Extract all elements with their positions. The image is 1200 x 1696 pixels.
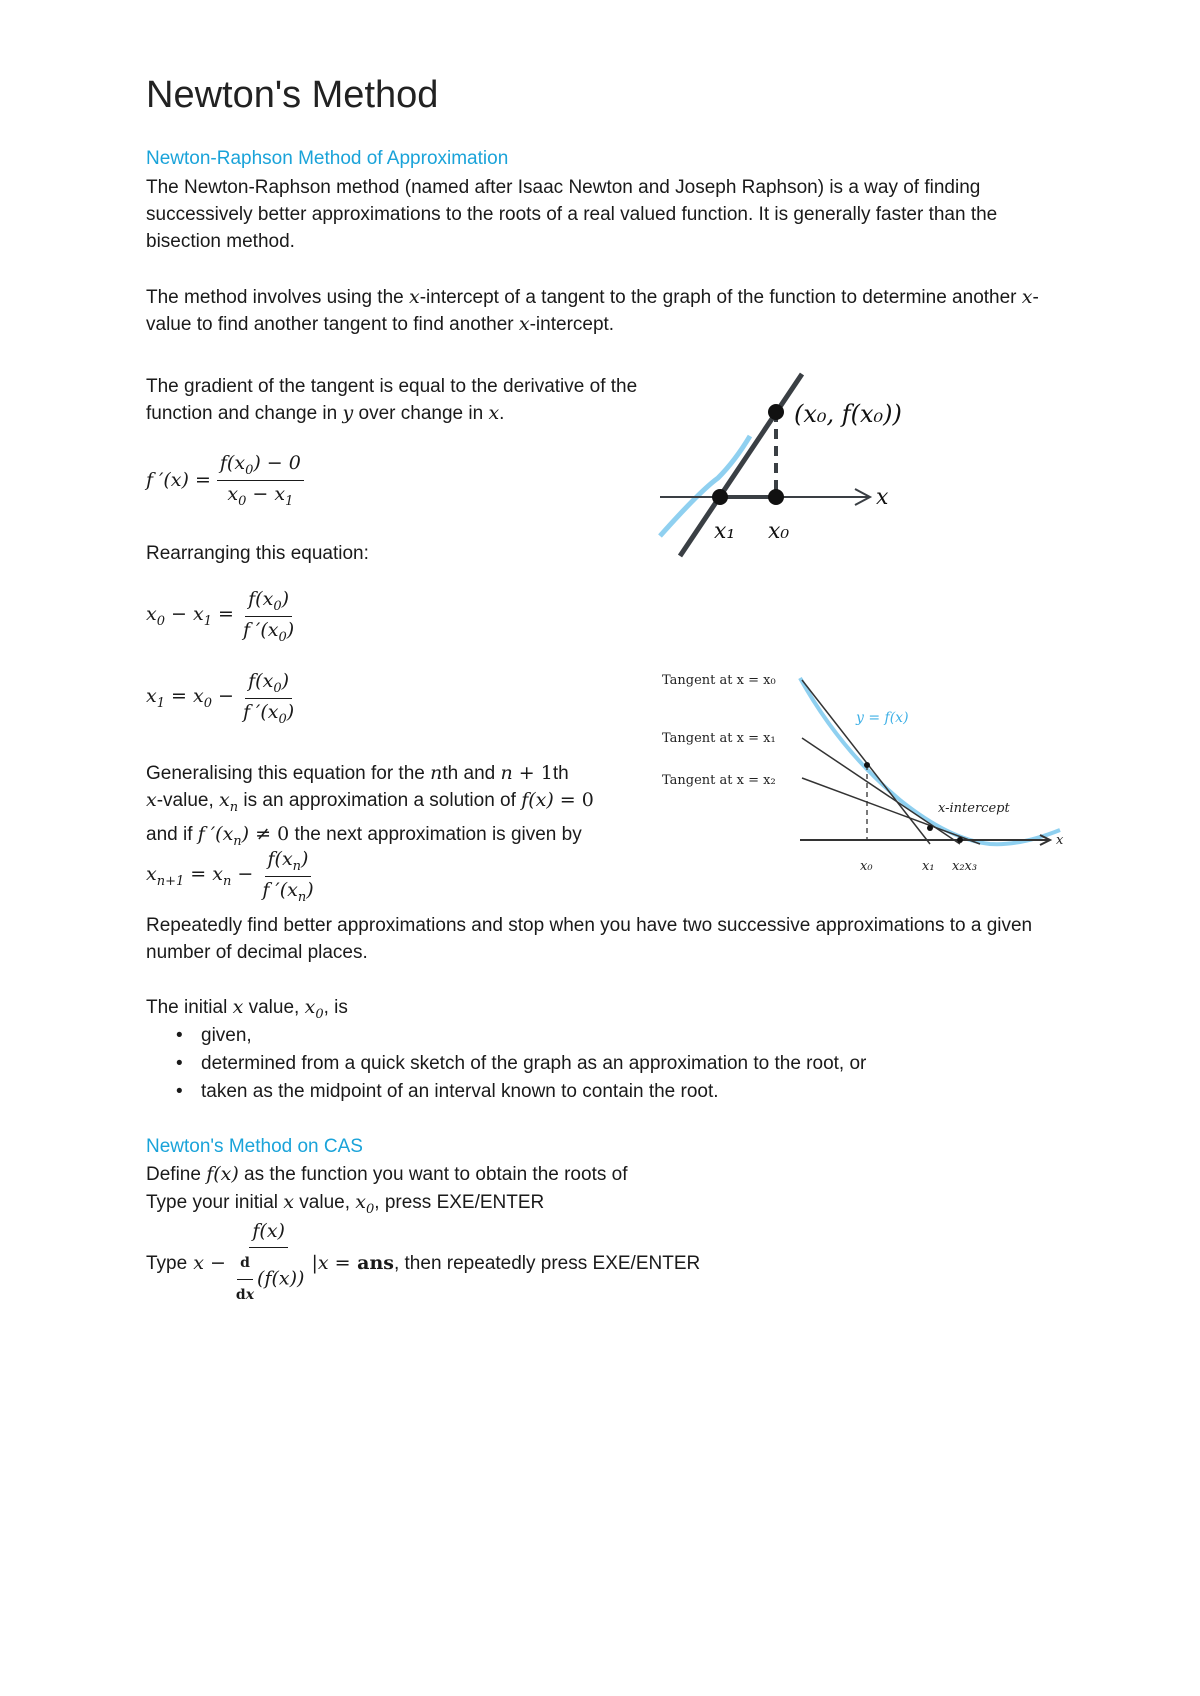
x0-label: x₀ bbox=[768, 519, 790, 544]
general-equation: $x_{n+1} = x_n$ − $\frac{f(x_n)}{f '(x_n)}$ bbox=[146, 848, 314, 905]
point-on-curve bbox=[768, 404, 784, 420]
axis-label: x bbox=[876, 485, 889, 510]
curve-label: y = f(x) bbox=[856, 710, 909, 726]
rearranging-label: Rearranging this equation: bbox=[146, 543, 369, 564]
newton-step-diagram bbox=[650, 366, 930, 562]
initial-value-list bbox=[146, 1022, 1046, 1106]
x1-label: x₁ bbox=[714, 519, 736, 544]
function-curve bbox=[800, 678, 1060, 844]
curve-point bbox=[864, 762, 870, 768]
x1-equation: $x_1 = x_0$ − $\frac{f(x_0)}{f '(x_0)}$ bbox=[146, 670, 295, 727]
define-line: Define f(x) as the function you want to obtain the roots of bbox=[146, 1163, 628, 1185]
page-title: Newton's Method bbox=[146, 74, 439, 116]
curve-point bbox=[927, 825, 933, 831]
method-paragraph: The method involves using the x-intercept of a tangent to the graph of the function to determine another x-value to find another tangent to find another x-intercept. bbox=[146, 286, 1039, 335]
tangent-label-x2: Tangent at x = x₂ bbox=[662, 773, 776, 788]
section-heading-newton-raphson: Newton-Raphson Method of Approximation bbox=[146, 148, 509, 169]
list-item: • taken as the midpoint of an interval known to contain the root. bbox=[146, 1078, 1046, 1106]
section-heading-cas: Newton's Method on CAS bbox=[146, 1136, 363, 1157]
type-command-line: Type x − f(x) $\frac{d}{dx}$ (f(x)) |x = ans , then repeatedly press EXE/ENTER bbox=[146, 1220, 701, 1303]
gradient-paragraph: The gradient of the tangent is equal to the derivative of the function and change in y over change in x. bbox=[146, 376, 638, 424]
x-intercept-label: x-intercept bbox=[938, 801, 1010, 816]
intro-paragraph: The Newton-Raphson method (named after Isaac Newton and Joseph Raphson) is a way of finding successively better approximations to the roots of a real valued function. It is generally faster than the bisection method. bbox=[146, 177, 998, 252]
repeat-paragraph: Repeatedly find better approximations and stop when you have two successive approximations to a given number of decimal places. bbox=[146, 915, 1033, 963]
axis-label: x bbox=[1056, 833, 1064, 848]
list-item: • given, bbox=[146, 1022, 1046, 1050]
x1-tick-label: x₁ bbox=[922, 859, 935, 874]
point-label: (x₀, f(x₀)) bbox=[794, 400, 902, 428]
rearranged-equation: $x_0 - x_1$ = $\frac{f(x_0)}{f '(x_0)}$ bbox=[146, 588, 295, 645]
initial-value-line: The initial x value, $x_0$, is bbox=[146, 996, 348, 1022]
x2x3-tick-label: x₂x₃ bbox=[952, 859, 978, 874]
tangent-label-x0: Tangent at x = x₀ bbox=[662, 673, 776, 688]
x0-tick-label: x₀ bbox=[860, 859, 873, 874]
curve-point bbox=[957, 837, 963, 843]
x1-point bbox=[712, 489, 728, 505]
type-initial-line: Type your initial x value, $x_0$, press EXE/ENTER bbox=[146, 1191, 545, 1217]
list-item: • determined from a quick sketch of the graph as an approximation to the root, or bbox=[146, 1050, 1046, 1078]
tangent-at-x0 bbox=[802, 680, 930, 844]
generalising-paragraph: Generalising this equation for the nth and n + 1th x-value, $x_n$ is an approximation a solution of f(x) = 0 and if f $'(x_n) \ne 0$ the next approximation is given by bbox=[146, 762, 594, 849]
successive-tangents-diagram bbox=[660, 660, 1070, 880]
tangent-label-x1: Tangent at x = x₁ bbox=[662, 731, 776, 746]
derivative-equation: f ′(x) = $\frac{f(x_0) - 0}{x_0 - x_1}$ bbox=[146, 452, 304, 509]
x0-point bbox=[768, 489, 784, 505]
